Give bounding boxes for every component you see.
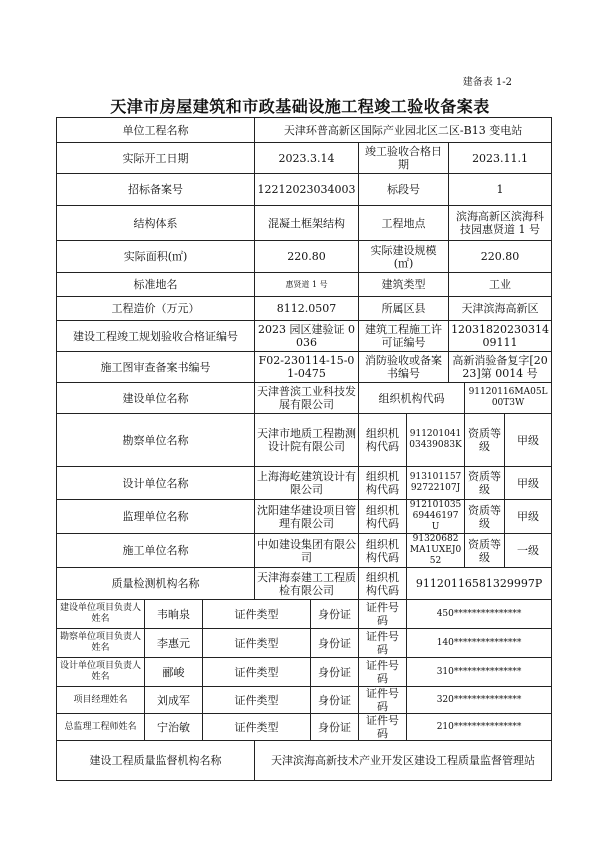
label-construct: 施工单位名称 xyxy=(57,534,255,568)
person-name: 韦晌泉 xyxy=(145,600,203,629)
label-survey-org: 组织机构代码 xyxy=(359,414,407,467)
person-name: 宁治敏 xyxy=(145,714,203,741)
value-cert-no: 450*************** xyxy=(407,600,552,629)
row-dates xyxy=(57,143,552,174)
value-bid-no: 12212023034003 xyxy=(255,174,359,206)
person-row xyxy=(57,629,552,658)
value-construct-qual: 一级 xyxy=(505,534,552,568)
label-drawing-review: 施工图审查备案书编号 xyxy=(57,352,255,383)
value-scale: 220.80 xyxy=(449,241,552,273)
page-title: 天津市房屋建筑和市政基础设施工程竣工验收备案表 xyxy=(110,97,490,116)
label-structure: 结构体系 xyxy=(57,206,255,241)
row-design xyxy=(57,467,552,500)
value-location: 滨海高新区滨海科技园惠贤道 1 号 xyxy=(449,206,552,241)
value-cert-no: 310*************** xyxy=(407,658,552,687)
label-permit: 建筑工程施工许可证编号 xyxy=(359,321,449,352)
person-role: 项目经理姓名 xyxy=(57,687,145,714)
value-construct-org: 91320682MA1UXEJ052 xyxy=(407,534,465,568)
person-row xyxy=(57,687,552,714)
label-cert-type: 证件类型 xyxy=(203,687,311,714)
label-start-date: 实际开工日期 xyxy=(57,143,255,174)
form-number: 建备表 1-2 xyxy=(462,77,512,88)
row-construct xyxy=(57,534,552,568)
value-cert-type: 身份证 xyxy=(311,687,359,714)
label-design-org: 组织机构代码 xyxy=(359,467,407,500)
value-cert-no: 210*************** xyxy=(407,714,552,741)
row-supervise xyxy=(57,500,552,534)
label-supervise: 监理单位名称 xyxy=(57,500,255,534)
person-name: 李惠元 xyxy=(145,629,203,658)
label-quality-supervision: 建设工程质量监督机构名称 xyxy=(57,741,255,781)
value-design-org: 91310115792722107J xyxy=(407,467,465,500)
person-row xyxy=(57,714,552,741)
value-cert-no: 140*************** xyxy=(407,629,552,658)
value-district: 天津滨海高新区 xyxy=(449,297,552,321)
label-supervise-org: 组织机构代码 xyxy=(359,500,407,534)
label-planning-cert: 建设工程竣工规划验收合格证编号 xyxy=(57,321,255,352)
person-role: 建设单位项目负责人姓名 xyxy=(57,600,145,629)
label-construct-qual: 资质等级 xyxy=(465,534,505,568)
value-planning-cert: 2023 园区建验证 0036 xyxy=(255,321,359,352)
value-cert-type: 身份证 xyxy=(311,629,359,658)
row-survey xyxy=(57,414,552,467)
label-accept-date: 竣工验收合格日期 xyxy=(359,143,449,174)
value-cert-no: 320*************** xyxy=(407,687,552,714)
label-construct-org: 组织机构代码 xyxy=(359,534,407,568)
person-name: 郦峻 xyxy=(145,658,203,687)
label-design: 设计单位名称 xyxy=(57,467,255,500)
label-survey: 勘察单位名称 xyxy=(57,414,255,467)
value-supervise: 沈阳建华建设项目管理有限公司 xyxy=(255,500,359,534)
person-role: 设计单位项目负责人姓名 xyxy=(57,658,145,687)
label-section-no: 标段号 xyxy=(359,174,449,206)
label-testing: 质量检测机构名称 xyxy=(57,568,255,600)
value-accept-date: 2023.11.1 xyxy=(449,143,552,174)
label-survey-qual: 资质等级 xyxy=(465,414,505,467)
row-builder xyxy=(57,383,552,414)
label-cert-type: 证件类型 xyxy=(203,629,311,658)
label-testing-org: 组织机构代码 xyxy=(359,568,407,600)
label-area: 实际面积(㎡) xyxy=(57,241,255,273)
row-testing xyxy=(57,568,552,600)
value-design: 上海海屹建筑设计有限公司 xyxy=(255,467,359,500)
label-supervise-qual: 资质等级 xyxy=(465,500,505,534)
row-quality-supervision xyxy=(57,741,552,781)
row-planning xyxy=(57,321,552,352)
value-structure: 混凝土框架结构 xyxy=(255,206,359,241)
value-address: 惠贤道 1 号 xyxy=(255,273,359,297)
value-building-type: 工业 xyxy=(449,273,552,297)
value-builder-org: 91120116MA05L00T3W xyxy=(465,383,552,414)
person-row xyxy=(57,658,552,687)
row-address xyxy=(57,273,552,297)
value-fire-acceptance: 高新消验备复字[2023]第 0014 号 xyxy=(449,352,552,383)
label-cert-no: 证件号码 xyxy=(359,658,407,687)
value-project-name: 天津环普高新区国际产业园北区二区-B13 变电站 xyxy=(255,118,552,143)
label-cert-type: 证件类型 xyxy=(203,600,311,629)
value-supervise-org: 91210103569446197U xyxy=(407,500,465,534)
label-project-name: 单位工程名称 xyxy=(57,118,255,143)
label-builder: 建设单位名称 xyxy=(57,383,255,414)
row-area xyxy=(57,241,552,273)
row-bid xyxy=(57,174,552,206)
label-cert-no: 证件号码 xyxy=(359,714,407,741)
label-cert-no: 证件号码 xyxy=(359,600,407,629)
value-cert-type: 身份证 xyxy=(311,600,359,629)
value-quality-supervision: 天津滨海高新技术产业开发区建设工程质量监督管理站 xyxy=(255,741,552,781)
label-cert-type: 证件类型 xyxy=(203,714,311,741)
person-role: 勘察单位项目负责人姓名 xyxy=(57,629,145,658)
label-district: 所属区县 xyxy=(359,297,449,321)
value-survey-qual: 甲级 xyxy=(505,414,552,467)
value-survey-org: 91120104103439083K xyxy=(407,414,465,467)
label-address: 标准地名 xyxy=(57,273,255,297)
label-cert-type: 证件类型 xyxy=(203,658,311,687)
row-structure xyxy=(57,206,552,241)
value-cert-type: 身份证 xyxy=(311,714,359,741)
value-construct: 中如建设集团有限公司 xyxy=(255,534,359,568)
record-table xyxy=(56,117,552,781)
label-bid-no: 招标备案号 xyxy=(57,174,255,206)
row-drawing xyxy=(57,352,552,383)
value-cost: 8112.0507 xyxy=(255,297,359,321)
row-project-name xyxy=(57,118,552,143)
row-cost xyxy=(57,297,552,321)
label-location: 工程地点 xyxy=(359,206,449,241)
person-name: 刘成军 xyxy=(145,687,203,714)
person-role: 总监理工程师姓名 xyxy=(57,714,145,741)
value-permit: 1203182023031409111 xyxy=(449,321,552,352)
label-scale: 实际建设规模(㎡) xyxy=(359,241,449,273)
label-fire-acceptance: 消防验收或备案书编号 xyxy=(359,352,449,383)
label-building-type: 建筑类型 xyxy=(359,273,449,297)
label-cost: 工程造价（万元） xyxy=(57,297,255,321)
label-builder-org: 组织机构代码 xyxy=(359,383,465,414)
value-survey: 天津市地质工程勘测设计院有限公司 xyxy=(255,414,359,467)
person-row xyxy=(57,600,552,629)
value-drawing-review: F02-230114-15-01-0475 xyxy=(255,352,359,383)
value-design-qual: 甲级 xyxy=(505,467,552,500)
value-cert-type: 身份证 xyxy=(311,658,359,687)
label-cert-no: 证件号码 xyxy=(359,629,407,658)
value-section-no: 1 xyxy=(449,174,552,206)
value-builder: 天津普滨工业科技发展有限公司 xyxy=(255,383,359,414)
value-area: 220.80 xyxy=(255,241,359,273)
value-start-date: 2023.3.14 xyxy=(255,143,359,174)
value-testing: 天津海泰建工工程质检有限公司 xyxy=(255,568,359,600)
value-testing-org: 91120116581329997P xyxy=(407,568,552,600)
label-design-qual: 资质等级 xyxy=(465,467,505,500)
label-cert-no: 证件号码 xyxy=(359,687,407,714)
value-supervise-qual: 甲级 xyxy=(505,500,552,534)
